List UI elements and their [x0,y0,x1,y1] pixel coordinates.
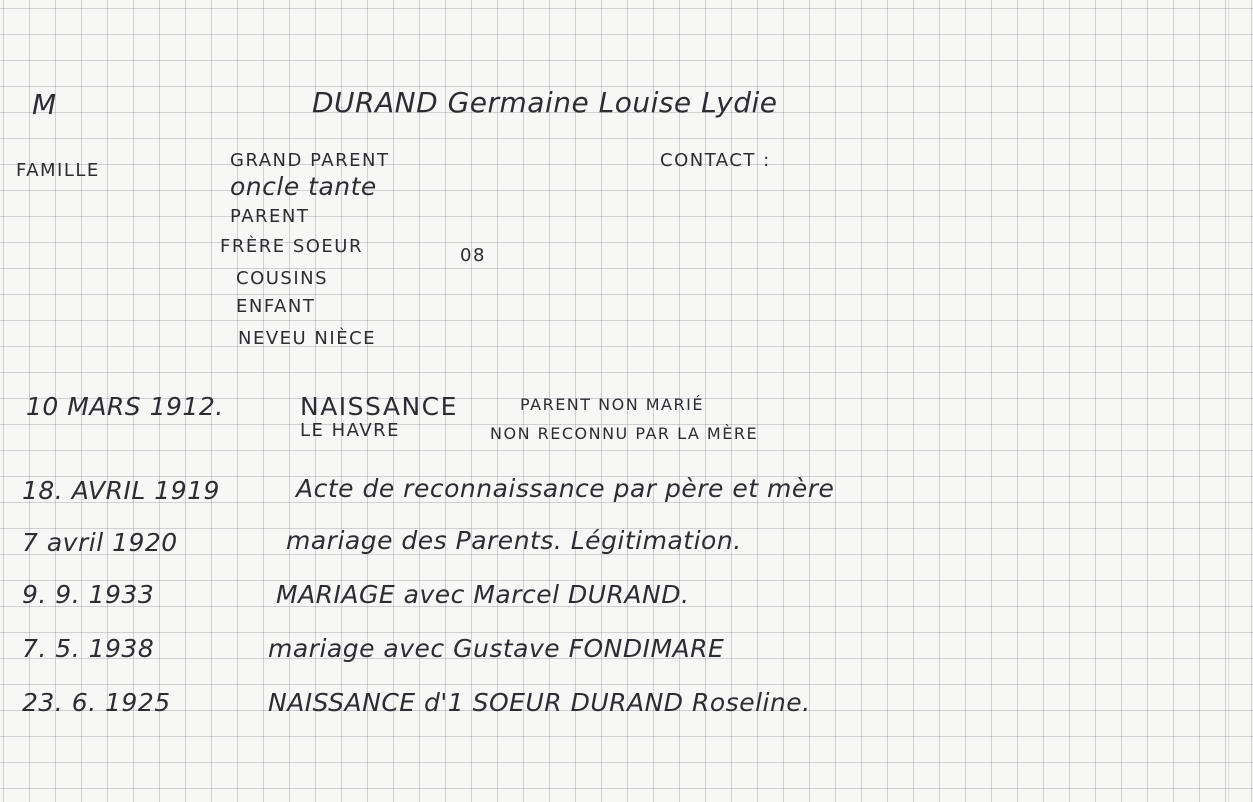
event-date: 23. 6. 1925 [22,688,171,717]
event-text: NAISSANCE [300,392,458,421]
famille-item-parent: PARENT [230,206,310,227]
event-text: NAISSANCE d'1 SOEUR DURAND Roseline. [268,688,811,717]
event-date: 7. 5. 1938 [22,634,155,663]
event-text: mariage des Parents. Légitimation. [286,526,742,555]
event-date: 18. AVRIL 1919 [22,476,220,505]
event-sub-note: NON RECONNU PAR LA MÈRE [490,424,759,443]
event-date: 9. 9. 1933 [22,580,155,609]
famille-item-frere-soeur: FRÈRE SOEUR [220,236,363,257]
famille-item-enfant: ENFANT [236,296,316,317]
event-date: 7 avril 1920 [22,528,178,557]
page-edge-line [1228,0,1229,802]
famille-label: FAMILLE [16,160,100,181]
famille-item-oncle-tante: oncle tante [230,172,377,201]
famille-item-cousins: COUSINS [236,268,329,289]
event-text: Acte de reconnaissance par père et mère [296,474,835,503]
header-name: DURAND Germaine Louise Lydie [312,86,778,119]
event-sub-text: LE HAVRE [300,420,401,441]
famille-item-grand-parent: GRAND PARENT [230,150,390,171]
famille-contact-label: CONTACT : [660,150,771,171]
event-date: 10 MARS 1912. [26,392,224,421]
header-initial: M [32,88,57,121]
event-text: MARIAGE avec Marcel DURAND. [276,580,690,609]
famille-item-neveu-niece: NEVEU NIÈCE [238,328,377,349]
event-text: mariage avec Gustave FONDIMARE [268,634,725,663]
event-note: PARENT NON MARIÉ [520,395,704,414]
famille-frere-soeur-note: 08 [460,245,486,266]
